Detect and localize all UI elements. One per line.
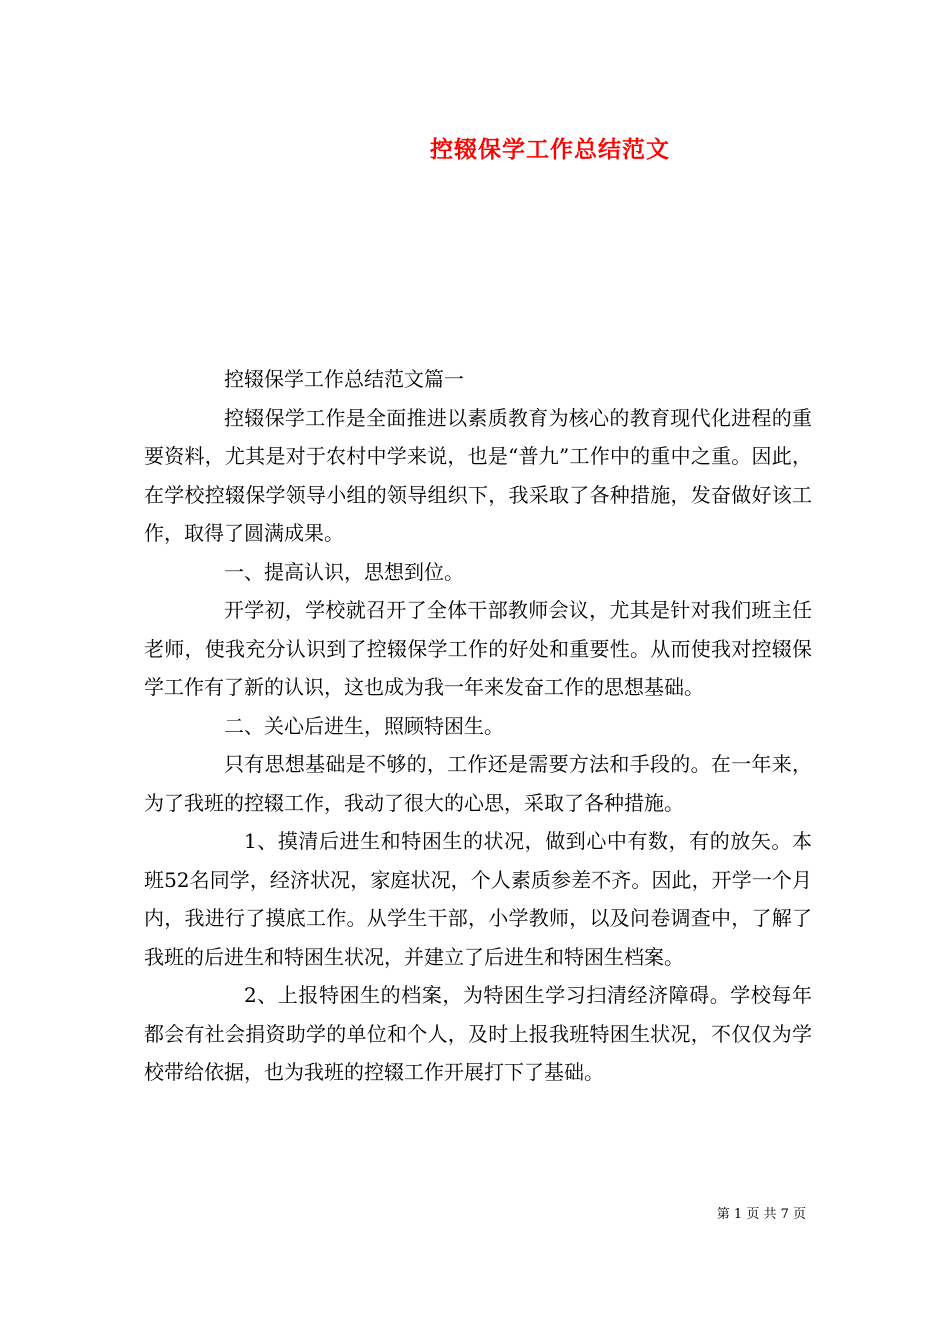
page-footer: 第 1 页 共 7 页 — [716, 1207, 806, 1222]
document-body — [144, 360, 812, 1092]
paragraph-awareness: 开学初，学校就召开了全体干部教师会议，尤其是针对我们班主任老师，使我充分认识到了控辍保学工作的好处和重要性。从而使我对控辍保学工作有了新的认识，这也成为我一年来发奋工作的思想基础。 — [144, 598, 812, 699]
intro-paragraph: 控辍保学工作是全面推进以素质教育为核心的教育现代化进程的重要资料，尤其是对于农村中学来说，也是“普九”工作中的重中之重。因此，在学校控辍保学领导小组的领导组织下，我采取了各种措施，发奋做好该工作，取得了圆满成果。 — [144, 405, 812, 545]
document-title: 控辍保学工作总结范文 — [430, 136, 670, 163]
section-title-paragraph: 控辍保学工作总结范文篇一 — [224, 367, 464, 391]
section-heading-1: 一、提高认识，思想到位。 — [224, 559, 464, 584]
paragraph-methods: 只有思想基础是不够的，工作还是需要方法和手段的。在一年来，为了我班的控辍工作，我动了很大的心思，采取了各种措施。 — [144, 752, 812, 815]
list-item-2: 2、上报特困生的档案，为特困生学习扫清经济障碍。学校每年都会有社会捐资助学的单位和个人，及时上报我班特困生状况，不仅仅为学校带给依据，也为我班的控辍工作开展打下了基础。 — [144, 983, 812, 1084]
section-heading-2: 二、关心后进生，照顾特困生。 — [224, 713, 504, 738]
list-item-1: 1、摸清后进生和特困生的状况，做到心中有数，有的放矢。本班52名同学，经济状况，家庭状况，个人素质参差不齐。因此，开学一个月内，我进行了摸底工作。从学生干部，小学教师，以及问卷调查中，了解了我班的后进生和特困生状况，并建立了后进生和特困生档案。 — [144, 829, 812, 969]
